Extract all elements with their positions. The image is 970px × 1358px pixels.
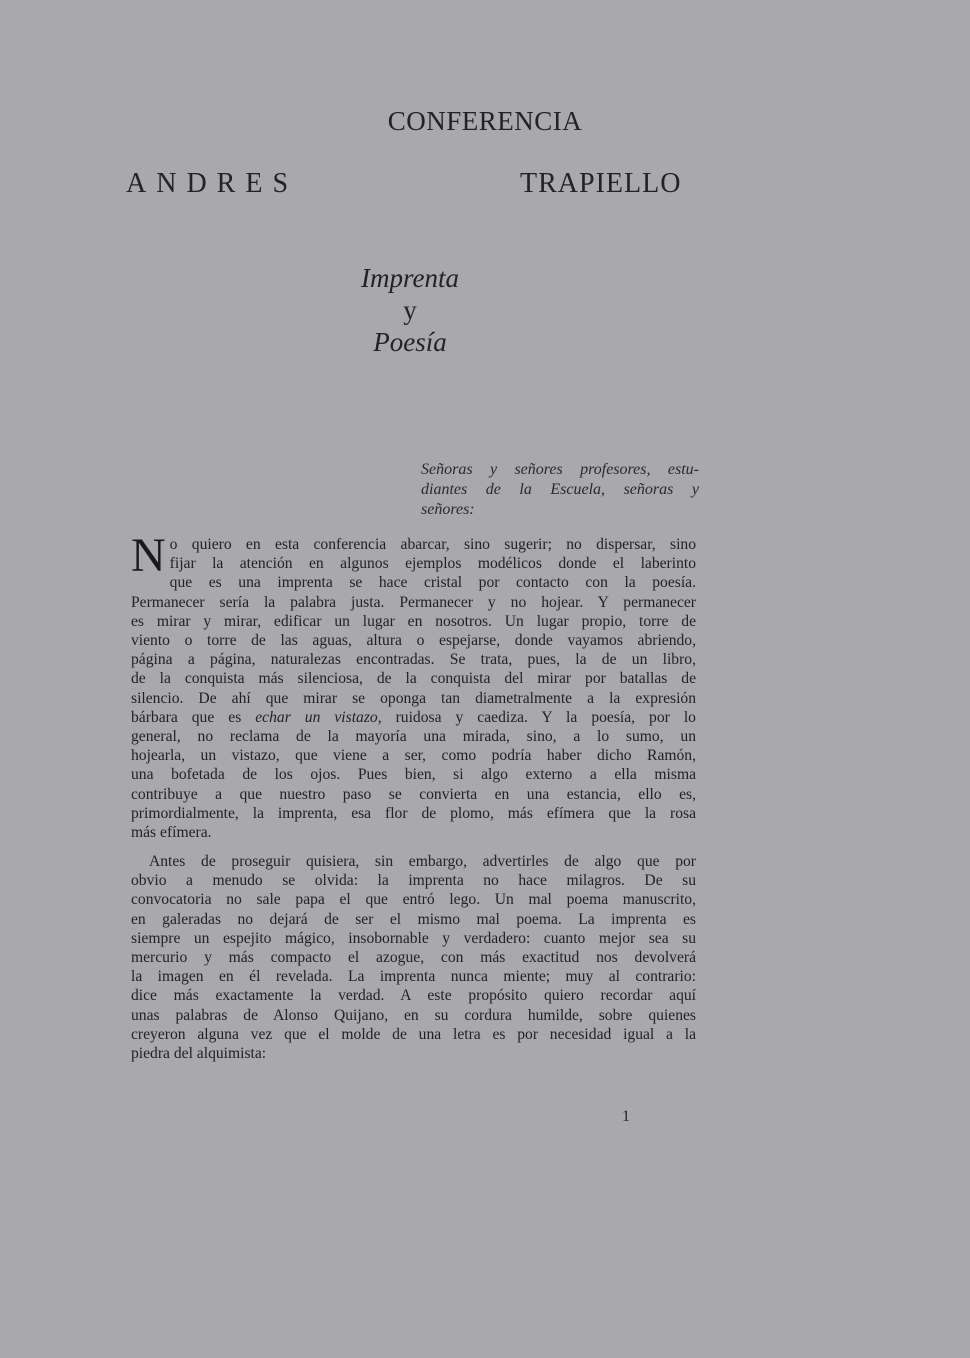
author-last-name: TRAPIELLO	[520, 168, 682, 199]
text-line: una bofetada de los ojos. Pues bien, si algo externo a ella misma	[131, 766, 696, 784]
text-line: más efímera.	[131, 824, 212, 842]
text-line: unas palabras de Alonso Quijano, en su cordura humilde, sobre quienes	[131, 1006, 696, 1024]
text-line: mercurio y más compacto el azogue, con más exactitud nos devolverá	[131, 949, 696, 967]
text-line: que es una imprenta se hace cristal por contacto con la poesía.	[169, 574, 696, 592]
text-line: es mirar y mirar, edificar un lugar en nosotros. Un lugar propio, torre de	[131, 612, 696, 630]
text-line: convocatoria no sale papa el que entró lego. Un mal poema manuscrito,	[131, 891, 696, 909]
text-line: Permanecer sería la palabra justa. Permanecer y no hojear. Y permanecer	[131, 593, 696, 611]
text-line: silencio. De ahí que mirar se oponga tan diametralmente a la expresión	[131, 689, 696, 707]
drop-cap: N	[131, 529, 166, 582]
text-run: bárbara que es	[131, 708, 256, 726]
text-line: dice más exactamente la verdad. A este propósito quiero recordar aquí	[131, 987, 696, 1005]
text-line: obvio a menudo se olvida: la imprenta no hace milagros. De su	[131, 872, 696, 890]
text-line: la imagen en él revelada. La imprenta nunca miente; muy al contrario:	[131, 968, 696, 986]
text-line: de la conquista más silenciosa, de la conquista del mirar por batallas de	[131, 670, 696, 688]
page-number: 1	[622, 1108, 630, 1125]
text-line: en galeradas no dejará de ser el mismo mal poema. La imprenta es	[131, 910, 696, 928]
italic-phrase: echar un vistazo,	[255, 708, 382, 726]
text-line: Antes de proseguir quisiera, sin embargo, advertirles de algo que por	[149, 853, 696, 870]
dedication	[421, 460, 699, 520]
text-line: primordialmente, la imprenta, esa flor de plomo, más efímera que la rosa	[131, 804, 696, 822]
text-run: ruidosa y caediza. Y la poesía, por lo	[381, 708, 696, 726]
text-line: general, no reclama de la mayoría una mirada, sino, a lo sumo, un	[131, 728, 696, 746]
lecture-title	[330, 262, 490, 358]
text-line: creyeron alguna vez que el molde de una letra es por necesidad igual a la	[131, 1025, 696, 1043]
text-line: viento o torre de las aguas, altura o espejarse, donde vayamos abriendo,	[131, 632, 696, 650]
title-line-2: y	[403, 295, 417, 325]
dedication-line: diantes de la Escuela, señoras y	[421, 481, 699, 498]
text-line: siempre un espejito mágico, insobornable y verdadero: cuanto mejor sea su	[131, 929, 696, 947]
paragraph-1	[131, 529, 696, 842]
text-line: página a página, naturalezas encontradas. Se trata, pues, la de un libro,	[131, 651, 696, 669]
conference-heading: CONFERENCIA	[387, 106, 583, 136]
author-first-name: ANDRES	[126, 168, 299, 199]
text-line: piedra del alquimista:	[131, 1045, 267, 1063]
text-line: contribuye a que nuestro paso se convierta en una estancia, ello es,	[131, 785, 696, 803]
title-line-1: Imprenta	[361, 263, 459, 293]
text-line: o quiero en esta conferencia abarcar, sino sugerir; no dispersar, sino	[169, 536, 696, 553]
dedication-line: Señoras y señores profesores, estu-	[421, 461, 699, 478]
title-line-3: Poesía	[373, 327, 447, 357]
text-line: hojearla, un vistazo, que viene a ser, como podría haber dicho Ramón,	[131, 747, 696, 765]
text-line: fijar la atención en algunos ejemplos modélicos donde el laberinto	[169, 555, 696, 573]
text-line	[131, 708, 696, 727]
paragraph-2	[131, 852, 696, 1063]
dedication-line: señores:	[421, 501, 475, 518]
